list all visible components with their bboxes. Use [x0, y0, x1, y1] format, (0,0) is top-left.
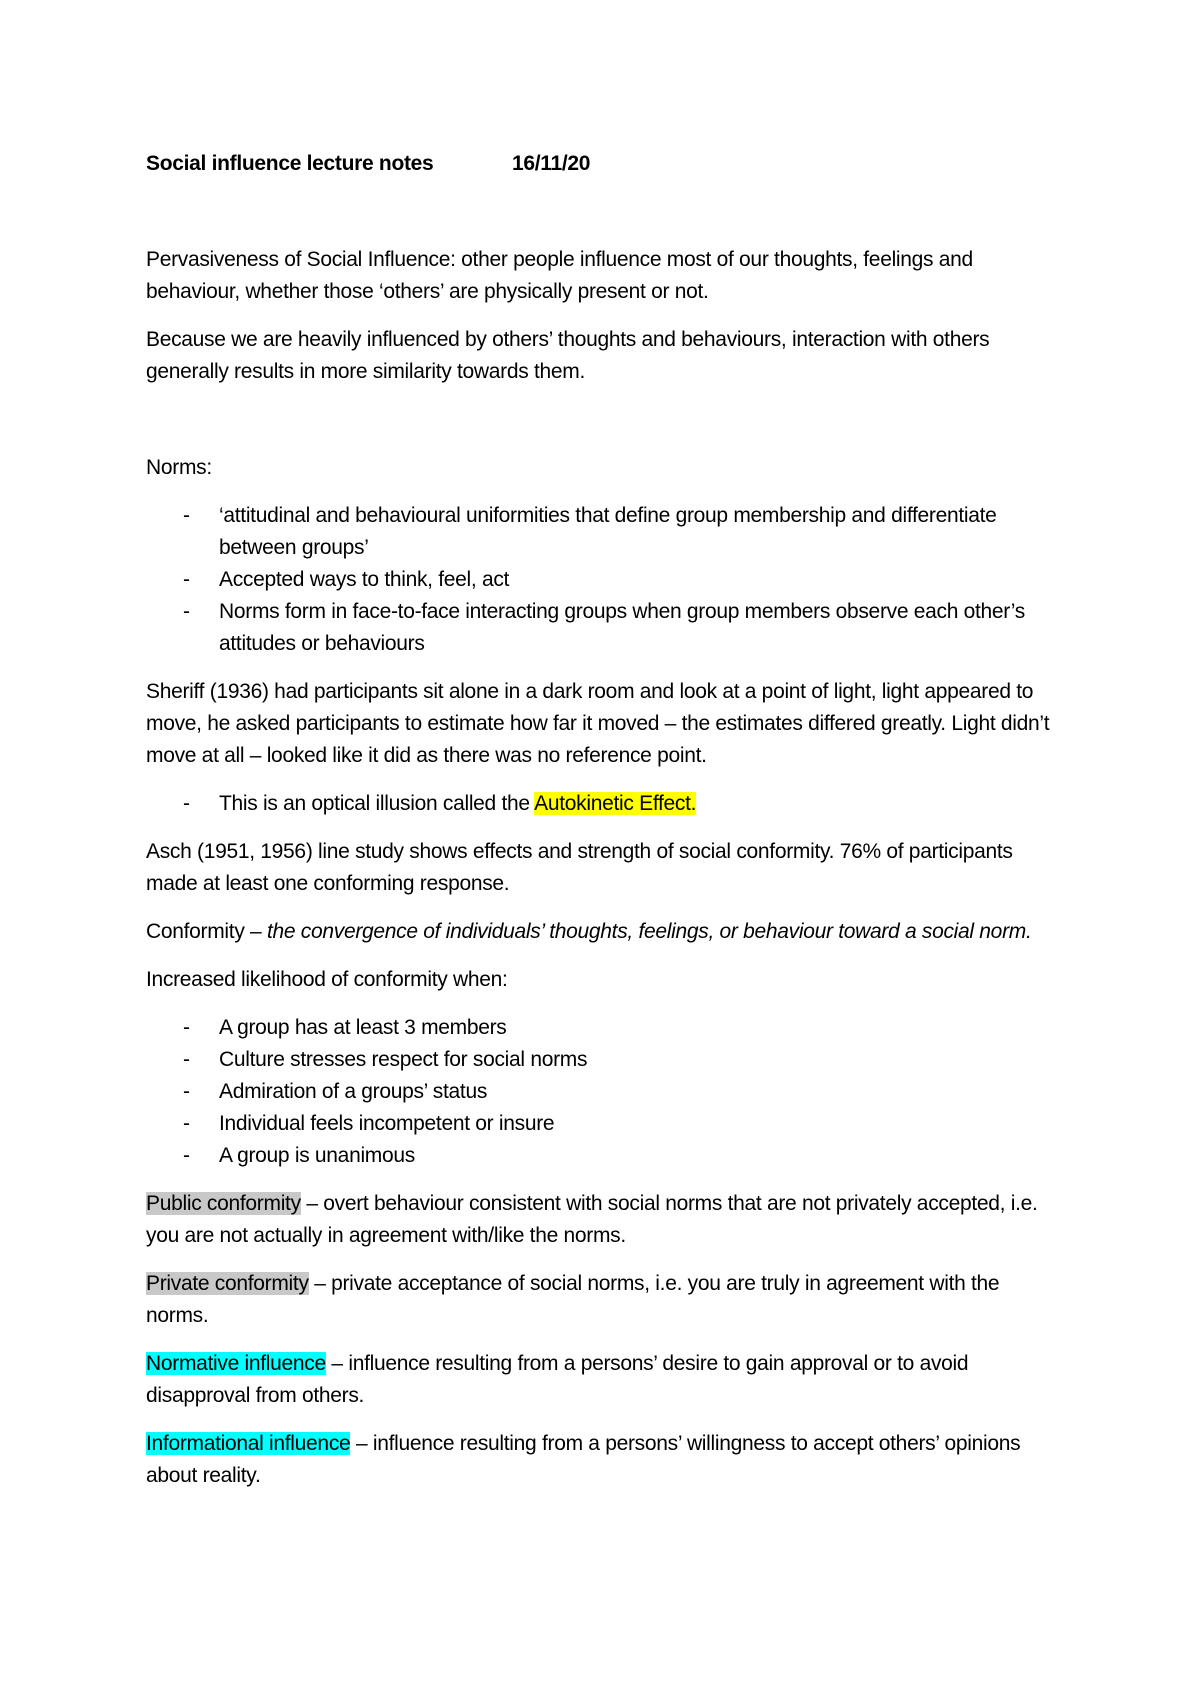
- public-conformity-definition: [146, 1188, 1066, 1252]
- document-body: [146, 148, 1066, 1508]
- normative-influence-term: Normative influence: [146, 1352, 326, 1375]
- informational-influence-definition: [146, 1428, 1066, 1492]
- informational-influence-term: Informational influence: [146, 1432, 351, 1455]
- list-item: - A group is unanimous: [146, 1140, 1066, 1172]
- public-conformity-term: Public conformity: [146, 1192, 301, 1215]
- norms-list: [146, 500, 1066, 660]
- list-item: - Admiration of a groups’ status: [146, 1076, 1066, 1108]
- asch-paragraph: Asch (1951, 1956) line study shows effects and strength of social conformity. 76% of participants made at least one conforming response.: [146, 840, 1013, 895]
- autokinetic-prefix: This is an optical illusion called the: [219, 792, 535, 815]
- private-conformity-text: – private acceptance of social norms, i.e. you are truly in agreement with the norms.: [146, 1272, 1000, 1327]
- date: 16/11/20: [512, 152, 591, 175]
- list-item: - Accepted ways to think, feel, act: [146, 564, 1066, 596]
- list-item: - Individual feels incompetent or insure: [146, 1108, 1066, 1140]
- private-conformity-term: Private conformity: [146, 1272, 309, 1295]
- normative-influence-definition: [146, 1348, 1066, 1412]
- private-conformity-definition: [146, 1268, 1066, 1332]
- conformity-definition: [146, 916, 1066, 948]
- conformity-term: Conformity –: [146, 920, 267, 943]
- list-item: [146, 788, 1066, 820]
- conformity-text: the convergence of individuals’ thoughts, feelings, or behaviour toward a social norm.: [266, 920, 1032, 943]
- likelihood-heading: Increased likelihood of conformity when:: [146, 968, 508, 991]
- list-item: - A group has at least 3 members: [146, 1012, 1066, 1044]
- sheriff-paragraph: Sheriff (1936) had participants sit alone in a dark room and look at a point of light, light appeared to move, he asked participants to estimate how far it moved – the estimates differed greatly. Light didn’t move at all – looked like it did as there was no reference point.: [146, 680, 1050, 767]
- intro-paragraph-2: Because we are heavily influenced by others’ thoughts and behaviours, interaction with others generally results in more similarity towards them.: [146, 328, 990, 383]
- list-item: - Norms form in face-to-face interacting groups when group members observe each other’s attitudes or behaviours: [146, 596, 1066, 660]
- likelihood-list: [146, 1012, 1066, 1172]
- autokinetic-highlight: Autokinetic Effect.: [534, 792, 697, 815]
- normative-influence-text: – influence resulting from a persons’ desire to gain approval or to avoid disapproval from others.: [146, 1352, 969, 1407]
- public-conformity-text: – overt behaviour consistent with social norms that are not privately accepted, i.e. you are not actually in agreement with/like the norms.: [146, 1192, 1038, 1247]
- list-item: - Culture stresses respect for social norms: [146, 1044, 1066, 1076]
- list-item: - ‘attitudinal and behavioural uniformities that define group membership and differentiate between groups’: [146, 500, 1066, 564]
- intro-paragraph-1: Pervasiveness of Social Influence: other people influence most of our thoughts, feelings and behaviour, whether those ‘others’ are physically present or not.: [146, 248, 973, 303]
- page-title: Social influence lecture notes: [146, 152, 434, 175]
- sheriff-list: [146, 788, 1066, 820]
- norms-heading: Norms:: [146, 456, 212, 479]
- title-row: [146, 148, 1066, 180]
- informational-influence-text: – influence resulting from a persons’ willingness to accept others’ opinions about reality.: [146, 1432, 1021, 1487]
